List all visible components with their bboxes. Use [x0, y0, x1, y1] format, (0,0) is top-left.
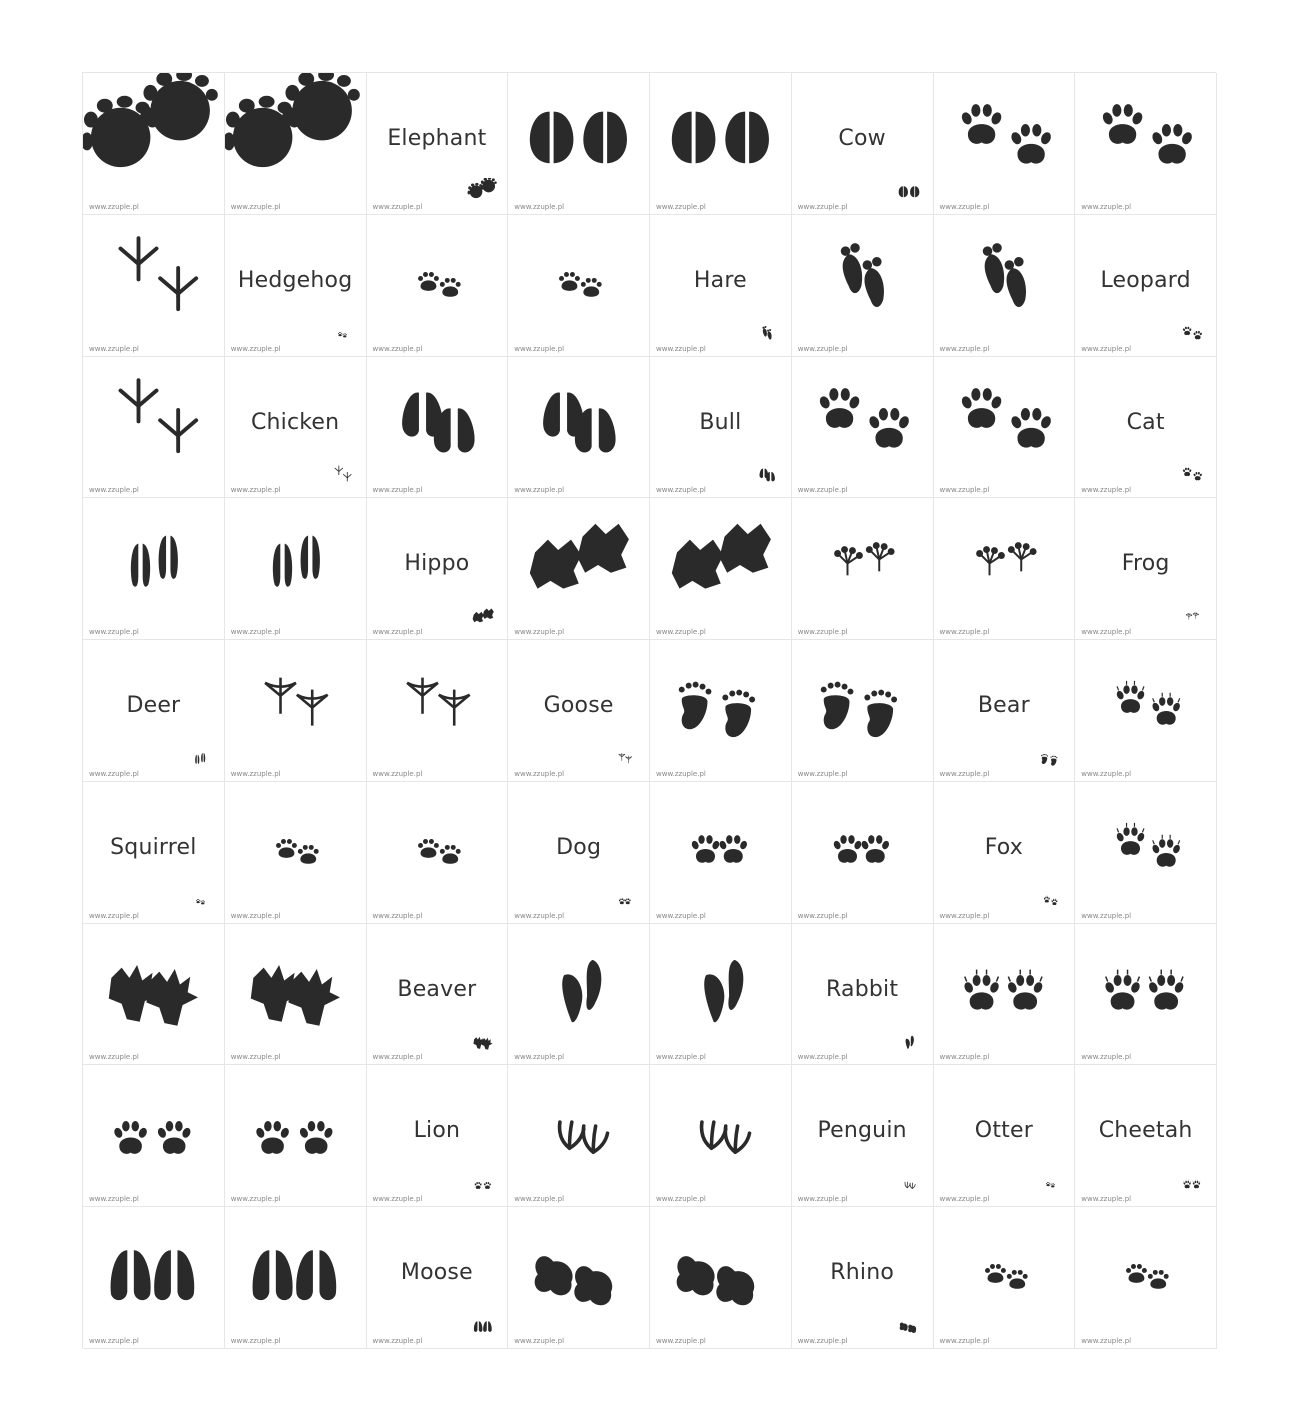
watermark: www.zzuple.pl [372, 202, 423, 211]
print-card [225, 924, 367, 1066]
watermark: www.zzuple.pl [656, 1195, 706, 1204]
print-card [792, 357, 934, 499]
animal-name: Elephant [387, 126, 487, 151]
animal-name: Lion [413, 1118, 461, 1144]
watermark: www.zzuple.pl [797, 911, 848, 920]
lobed-print-icon [508, 498, 649, 639]
dog-print-icon [650, 782, 791, 923]
animal-name: Hedgehog [237, 267, 353, 293]
print-card [508, 357, 650, 499]
watermark: www.zzuple.pl [939, 1336, 990, 1345]
split-hoof-icon [367, 357, 508, 498]
print-card [225, 498, 367, 640]
print-card [934, 924, 1076, 1066]
lobed-print-icon [463, 603, 503, 633]
print-card [650, 73, 792, 215]
paw-print-icon [934, 73, 1075, 214]
animal-name: Frog [1121, 551, 1170, 577]
lion-print-icon [463, 1170, 503, 1200]
label-card [83, 640, 225, 782]
watermark: www.zzuple.pl [514, 202, 565, 211]
print-card [792, 498, 934, 640]
print-card [83, 73, 225, 215]
print-card [225, 640, 367, 782]
print-card [1075, 73, 1217, 215]
print-card [934, 498, 1076, 640]
hoof-print-icon [889, 178, 929, 208]
small-paw-print-icon [934, 1207, 1075, 1348]
label-card [1075, 1065, 1217, 1207]
big-paw-print-icon [83, 73, 224, 214]
print-card [650, 498, 792, 640]
watermark: www.zzuple.pl [230, 1195, 281, 1204]
watermark: www.zzuple.pl [230, 486, 281, 495]
watermark: www.zzuple.pl [372, 628, 423, 637]
watermark: www.zzuple.pl [514, 344, 565, 353]
watermark: www.zzuple.pl [89, 911, 139, 920]
animal-name: Leopard [1100, 267, 1191, 293]
label-card [367, 924, 509, 1066]
label-card [83, 782, 225, 924]
label-card [225, 357, 367, 499]
print-card [508, 215, 650, 357]
watermark: www.zzuple.pl [656, 769, 706, 778]
print-card [792, 782, 934, 924]
dog-print-icon [605, 887, 645, 917]
watermark: www.zzuple.pl [89, 1195, 139, 1204]
watermark: www.zzuple.pl [939, 1053, 990, 1062]
label-card [508, 640, 650, 782]
animal-name: Chicken [250, 409, 340, 435]
bird-track-icon [322, 461, 362, 491]
watermark: www.zzuple.pl [797, 486, 848, 495]
watermark: www.zzuple.pl [230, 1053, 281, 1062]
bird-track-icon [83, 215, 224, 356]
watermark: www.zzuple.pl [797, 1195, 848, 1204]
print-card [650, 924, 792, 1066]
animal-name: Fox [984, 834, 1024, 860]
print-card [83, 924, 225, 1066]
footprint-card-grid [82, 72, 1216, 1348]
print-card [225, 1207, 367, 1349]
webbed-print-icon [83, 924, 224, 1065]
animal-name: Deer [126, 693, 181, 719]
watermark: www.zzuple.pl [1081, 628, 1132, 637]
hare-print-icon [934, 215, 1075, 356]
watermark: www.zzuple.pl [372, 1336, 423, 1345]
watermark: www.zzuple.pl [797, 628, 848, 637]
watermark: www.zzuple.pl [514, 486, 565, 495]
watermark: www.zzuple.pl [514, 628, 565, 637]
label-card [1075, 215, 1217, 357]
clawed-paw-print-icon [1075, 924, 1216, 1065]
small-paw-print-icon [1030, 1170, 1070, 1200]
print-card [792, 640, 934, 782]
watermark: www.zzuple.pl [1081, 769, 1132, 778]
goose-track-icon [367, 640, 508, 781]
rhino-print-icon [508, 1207, 649, 1348]
paw-print-icon [1172, 320, 1212, 350]
rhino-print-icon [650, 1207, 791, 1348]
fox-print-icon [1075, 782, 1216, 923]
print-card [792, 215, 934, 357]
split-hoof-icon [508, 357, 649, 498]
watermark: www.zzuple.pl [372, 769, 423, 778]
print-card [1075, 1207, 1217, 1349]
watermark: www.zzuple.pl [656, 1336, 706, 1345]
print-card [83, 215, 225, 357]
paw-print-icon [934, 357, 1075, 498]
print-card [650, 640, 792, 782]
label-card [792, 1065, 934, 1207]
watermark: www.zzuple.pl [230, 344, 281, 353]
watermark: www.zzuple.pl [797, 344, 848, 353]
watermark: www.zzuple.pl [656, 344, 706, 353]
split-hoof-icon [747, 461, 787, 491]
animal-name: Cheetah [1098, 1118, 1193, 1144]
print-card [650, 1207, 792, 1349]
print-card [367, 215, 509, 357]
bear-print-icon [650, 640, 791, 781]
watermark: www.zzuple.pl [89, 1336, 139, 1345]
watermark: www.zzuple.pl [230, 202, 281, 211]
animal-name: Otter [974, 1118, 1033, 1144]
watermark: www.zzuple.pl [89, 202, 139, 211]
watermark: www.zzuple.pl [89, 486, 139, 495]
clawed-paw-print-icon [1172, 1170, 1212, 1200]
watermark: www.zzuple.pl [797, 1053, 848, 1062]
watermark: www.zzuple.pl [797, 1336, 848, 1345]
label-card [1075, 357, 1217, 499]
label-card [934, 640, 1076, 782]
narrow-hoof-icon [83, 498, 224, 639]
watermark: www.zzuple.pl [514, 911, 565, 920]
small-paw-print-icon [225, 782, 366, 923]
label-card [508, 782, 650, 924]
small-paw-print-icon [367, 782, 508, 923]
watermark: www.zzuple.pl [89, 344, 139, 353]
animal-name: Squirrel [110, 834, 197, 860]
print-card [508, 924, 650, 1066]
label-card [367, 498, 509, 640]
animal-name: Penguin [817, 1118, 907, 1144]
label-card [650, 357, 792, 499]
label-card [792, 73, 934, 215]
webbed-print-icon [225, 924, 366, 1065]
small-paw-print-icon [1075, 1207, 1216, 1348]
animal-name: Rhino [830, 1260, 894, 1286]
small-paw-print-icon [322, 320, 362, 350]
watermark: www.zzuple.pl [230, 1336, 281, 1345]
watermark: www.zzuple.pl [514, 1195, 565, 1204]
print-card [508, 1065, 650, 1207]
bird-track-icon [83, 357, 224, 498]
watermark: www.zzuple.pl [656, 202, 706, 211]
print-card [934, 73, 1076, 215]
penguin-track-icon [650, 1065, 791, 1206]
watermark: www.zzuple.pl [656, 1053, 706, 1062]
label-card [792, 924, 934, 1066]
moose-hoof-icon [225, 1207, 366, 1348]
lion-print-icon [83, 1065, 224, 1206]
hare-print-icon [747, 320, 787, 350]
watermark: www.zzuple.pl [797, 769, 848, 778]
watermark: www.zzuple.pl [372, 486, 423, 495]
animal-name: Bull [699, 409, 742, 435]
watermark: www.zzuple.pl [939, 1195, 990, 1204]
watermark: www.zzuple.pl [89, 769, 139, 778]
watermark: www.zzuple.pl [939, 344, 990, 353]
paw-print-icon [1075, 73, 1216, 214]
watermark: www.zzuple.pl [1081, 911, 1132, 920]
watermark: www.zzuple.pl [939, 769, 990, 778]
dog-print-icon [792, 782, 933, 923]
rhino-print-icon [889, 1312, 929, 1342]
watermark: www.zzuple.pl [656, 911, 706, 920]
animal-name: Goose [543, 693, 614, 719]
watermark: www.zzuple.pl [230, 911, 281, 920]
watermark: www.zzuple.pl [1081, 1336, 1132, 1345]
rabbit-print-icon [650, 924, 791, 1065]
big-paw-print-icon [463, 178, 503, 208]
watermark: www.zzuple.pl [1081, 1053, 1132, 1062]
print-card [83, 498, 225, 640]
print-card [83, 1065, 225, 1207]
narrow-hoof-icon [225, 498, 366, 639]
print-card [367, 782, 509, 924]
watermark: www.zzuple.pl [656, 628, 706, 637]
goose-track-icon [605, 745, 645, 775]
print-card [367, 640, 509, 782]
watermark: www.zzuple.pl [939, 628, 990, 637]
animal-name: Hare [693, 267, 747, 293]
watermark: www.zzuple.pl [372, 1195, 423, 1204]
webbed-print-icon [463, 1028, 503, 1058]
hoof-print-icon [508, 73, 649, 214]
bear-print-icon [1030, 745, 1070, 775]
print-card [225, 73, 367, 215]
lion-print-icon [225, 1065, 366, 1206]
animal-name: Moose [400, 1260, 473, 1286]
animal-name: Dog [556, 834, 602, 860]
moose-hoof-icon [83, 1207, 224, 1348]
lobed-print-icon [650, 498, 791, 639]
print-card [225, 782, 367, 924]
hare-print-icon [792, 215, 933, 356]
small-paw-print-icon [508, 215, 649, 356]
watermark: www.zzuple.pl [230, 628, 281, 637]
animal-name: Cow [838, 126, 886, 151]
watermark: www.zzuple.pl [514, 769, 565, 778]
print-card [225, 1065, 367, 1207]
label-card [367, 1207, 509, 1349]
print-card [1075, 924, 1217, 1066]
animal-name: Bear [977, 693, 1030, 719]
watermark: www.zzuple.pl [230, 769, 281, 778]
label-card [792, 1207, 934, 1349]
penguin-track-icon [508, 1065, 649, 1206]
watermark: www.zzuple.pl [514, 1336, 565, 1345]
fox-print-icon [1030, 887, 1070, 917]
print-card [650, 782, 792, 924]
label-card [367, 1065, 509, 1207]
print-card [934, 357, 1076, 499]
watermark: www.zzuple.pl [939, 202, 990, 211]
watermark: www.zzuple.pl [939, 486, 990, 495]
animal-name: Beaver [397, 976, 477, 1002]
watermark: www.zzuple.pl [1081, 486, 1132, 495]
print-card [508, 498, 650, 640]
print-card [934, 1207, 1076, 1349]
watermark: www.zzuple.pl [656, 486, 706, 495]
print-card [1075, 640, 1217, 782]
watermark: www.zzuple.pl [372, 1053, 423, 1062]
paw-print-icon [792, 357, 933, 498]
moose-hoof-icon [463, 1312, 503, 1342]
watermark: www.zzuple.pl [514, 1053, 565, 1062]
frog-print-icon [1172, 603, 1212, 633]
rabbit-print-icon [889, 1028, 929, 1058]
frog-print-icon [934, 498, 1075, 639]
print-card [650, 1065, 792, 1207]
animal-name: Rabbit [826, 976, 899, 1002]
print-card [1075, 782, 1217, 924]
frog-print-icon [792, 498, 933, 639]
big-paw-print-icon [225, 73, 366, 214]
print-card [83, 1207, 225, 1349]
clawed-paw-print-icon [934, 924, 1075, 1065]
rabbit-print-icon [508, 924, 649, 1065]
animal-name: Cat [1126, 409, 1165, 435]
watermark: www.zzuple.pl [89, 1053, 139, 1062]
small-paw-print-icon [180, 887, 220, 917]
print-card [508, 1207, 650, 1349]
watermark: www.zzuple.pl [372, 344, 423, 353]
bear-print-icon [792, 640, 933, 781]
label-card [650, 215, 792, 357]
narrow-hoof-icon [180, 745, 220, 775]
label-card [367, 73, 509, 215]
watermark: www.zzuple.pl [1081, 202, 1132, 211]
hoof-print-icon [650, 73, 791, 214]
small-paw-print-icon [367, 215, 508, 356]
label-card [225, 215, 367, 357]
fox-print-icon [1075, 640, 1216, 781]
label-card [1075, 498, 1217, 640]
paw-print-icon [1172, 461, 1212, 491]
print-card [367, 357, 509, 499]
watermark: www.zzuple.pl [1081, 344, 1132, 353]
goose-track-icon [225, 640, 366, 781]
label-card [934, 1065, 1076, 1207]
print-card [83, 357, 225, 499]
watermark: www.zzuple.pl [797, 202, 848, 211]
watermark: www.zzuple.pl [939, 911, 990, 920]
watermark: www.zzuple.pl [372, 911, 423, 920]
label-card [934, 782, 1076, 924]
print-card [508, 73, 650, 215]
watermark: www.zzuple.pl [1081, 1195, 1132, 1204]
penguin-track-icon [889, 1170, 929, 1200]
animal-name: Hippo [404, 551, 470, 577]
watermark: www.zzuple.pl [89, 628, 139, 637]
print-card [934, 215, 1076, 357]
